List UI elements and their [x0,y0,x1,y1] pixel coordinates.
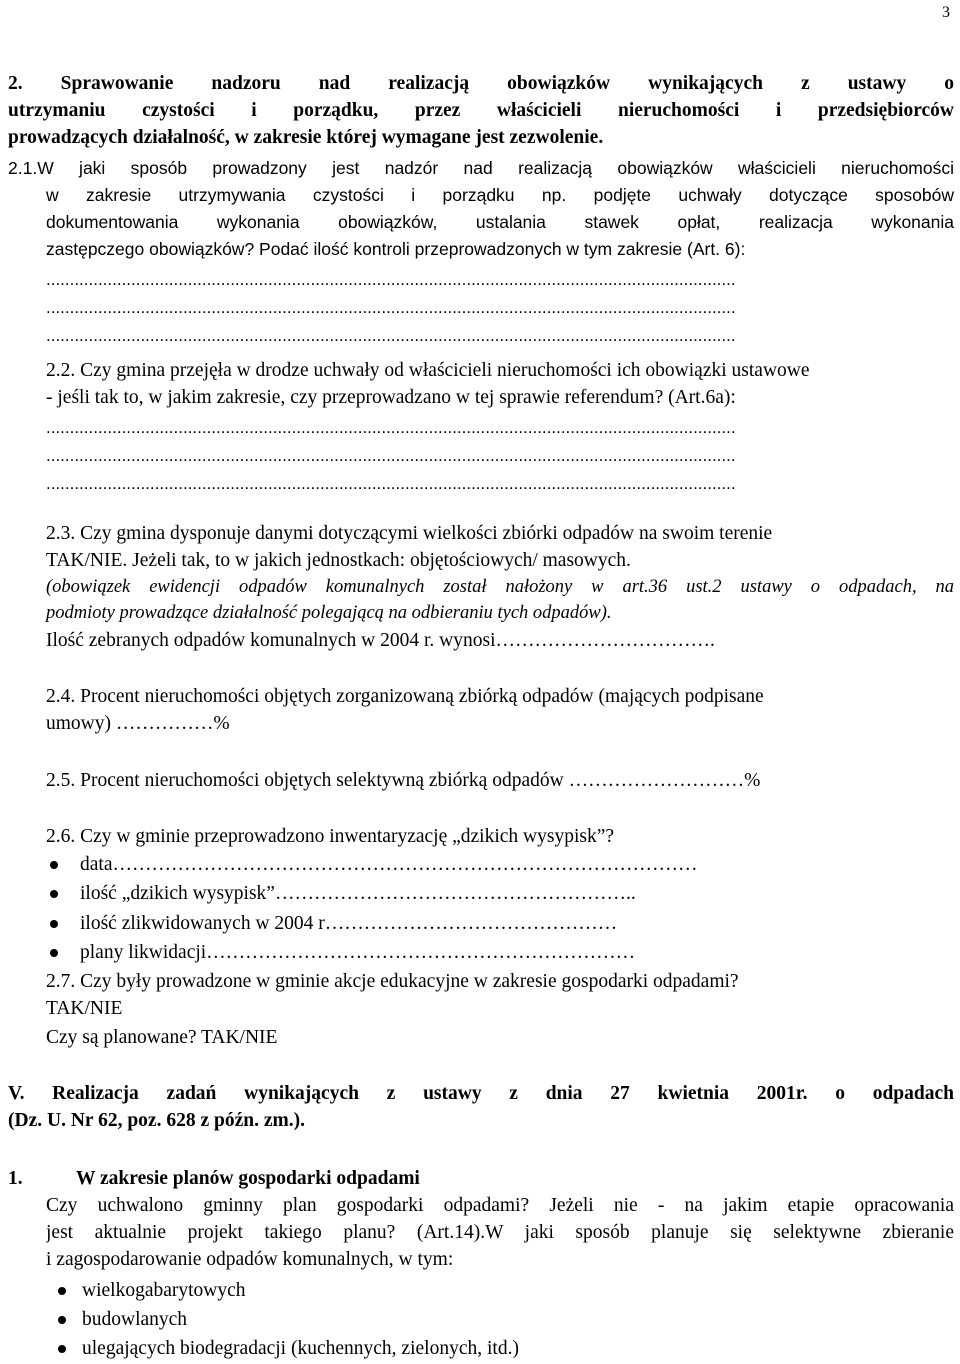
bullet-icon [58,1287,66,1295]
question-2-4-line-1: 2.4. Procent nieruchomości objętych zorganizowaną zbiórką odpadów (mających podpisane [46,686,764,707]
bullet-icon [50,920,58,928]
subsection-number: 1. [8,1168,23,1189]
question-2-7-line-1: 2.7. Czy były prowadzone w gminie akcje edukacyjne w zakresie gospodarki odpadami? [46,971,739,992]
bullet-icon [50,949,58,957]
list-item-text: data……………………………………………………………………………… [80,854,698,875]
question-2-6: 2.6. Czy w gminie przeprowadzono inwentaryzację „dzikich wysypisk”? [46,826,615,847]
list-item-text: plany likwidacji………………………………………………………… [80,942,636,963]
question-2-4-line-2: umowy) ……………% [46,713,230,734]
list-item-text: wielkogabarytowych [82,1280,246,1301]
section-5-heading-line-1: V. Realizacja zadań wynikających z ustawy z dnia 27 kwietnia 2001r. o odpadach [8,1083,954,1104]
bullet-icon [58,1316,66,1324]
question-2-2-line-1: 2.2. Czy gmina przejęła w drodze uchwały od właścicieli nieruchomości ich obowiązki ustawowe [46,360,810,381]
bullet-icon [58,1345,66,1353]
question-2-3-line-2: TAK/NIE. Jeżeli tak, to w jakich jednostkach: objętościowych/ masowych. [46,550,631,571]
answer-line: .................................................................................................................................................. [46,474,736,493]
list-item-text: ilość „dzikich wysypisk”……………………………………………….. [80,883,636,904]
question-2-7-line-2: TAK/NIE [46,998,123,1019]
question-2-1-line-1: 2.1.W jaki sposób prowadzony jest nadzór nad realizacją obowiązków właścicieli nieruchomości [8,158,954,178]
subsection-text-line-1: Czy uchwalono gminny plan gospodarki odpadami? Jeżeli nie - na jakim etapie opracowania [46,1195,954,1216]
list-item-text: ulegających biodegradacji (kuchennych, zielonych, itd.) [82,1338,519,1359]
question-2-1-line-3: dokumentowania wykonania obowiązków, ustalania stawek opłat, realizacja wykonania [46,212,954,232]
answer-line: .................................................................................................................................................. [46,326,736,345]
answer-line: .................................................................................................................................................. [46,270,736,289]
section-5-heading-line-2: (Dz. U. Nr 62, poz. 628 z późn. zm.). [8,1110,305,1131]
question-2-2-line-2: - jeśli tak to, w jakim zakresie, czy przeprowadzano w tej sprawie referendum? (Art.6a): [46,387,736,408]
page-number: 3 [942,4,950,21]
question-2-1-line-4: zastępczego obowiązków? Podać ilość kontroli przeprowadzonych w tym zakresie (Art. 6): [46,239,746,259]
question-2-5: 2.5. Procent nieruchomości objętych selektywną zbiórką odpadów ………………………% [46,770,761,791]
bullet-icon [50,861,58,869]
list-item-text: budowlanych [82,1309,188,1330]
answer-line: .................................................................................................................................................. [46,298,736,317]
question-2-3-note-line-2: podmioty prowadzące działalność polegającą na odbieraniu tych odpadów). [46,603,612,623]
subsection-text-line-3: i zagospodarowanie odpadów komunalnych, w tym: [46,1249,454,1270]
question-2-7-line-3: Czy są planowane? TAK/NIE [46,1027,278,1048]
question-2-1-line-2: w zakresie utrzymywania czystości i porządku np. podjęte uchwały dotyczące sposobów [46,185,954,205]
subsection-text-line-2: jest aktualnie projekt takiego planu? (Art.14).W jaki sposób planuje się selektywne zbieranie [46,1222,954,1243]
answer-line: .................................................................................................................................................. [46,418,736,437]
section-2-heading-line-1: 2. Sprawowanie nadzoru nad realizacją obowiązków wynikających z ustawy o [8,73,954,94]
section-2-heading-line-2: utrzymaniu czystości i porządku, przez właścicieli nieruchomości i przedsiębiorców [8,100,954,121]
section-2-heading-line-3: prowadzących działalność, w zakresie której wymagane jest zezwolenie. [8,127,604,148]
subsection-title: W zakresie planów gospodarki odpadami [76,1168,420,1189]
list-item-text: ilość zlikwidowanych w 2004 r……………………………………… [80,913,618,934]
question-2-3-line-3: Ilość zebranych odpadów komunalnych w 2004 r. wynosi……………………………. [46,630,715,651]
bullet-icon [50,890,58,898]
question-2-3-line-1: 2.3. Czy gmina dysponuje danymi dotyczącymi wielkości zbiórki odpadów na swoim terenie [46,523,773,544]
question-2-3-note-line-1: (obowiązek ewidencji odpadów komunalnych został nałożony w art.36 ust.2 ustawy o odpadach, na [46,577,954,597]
answer-line: .................................................................................................................................................. [46,446,736,465]
